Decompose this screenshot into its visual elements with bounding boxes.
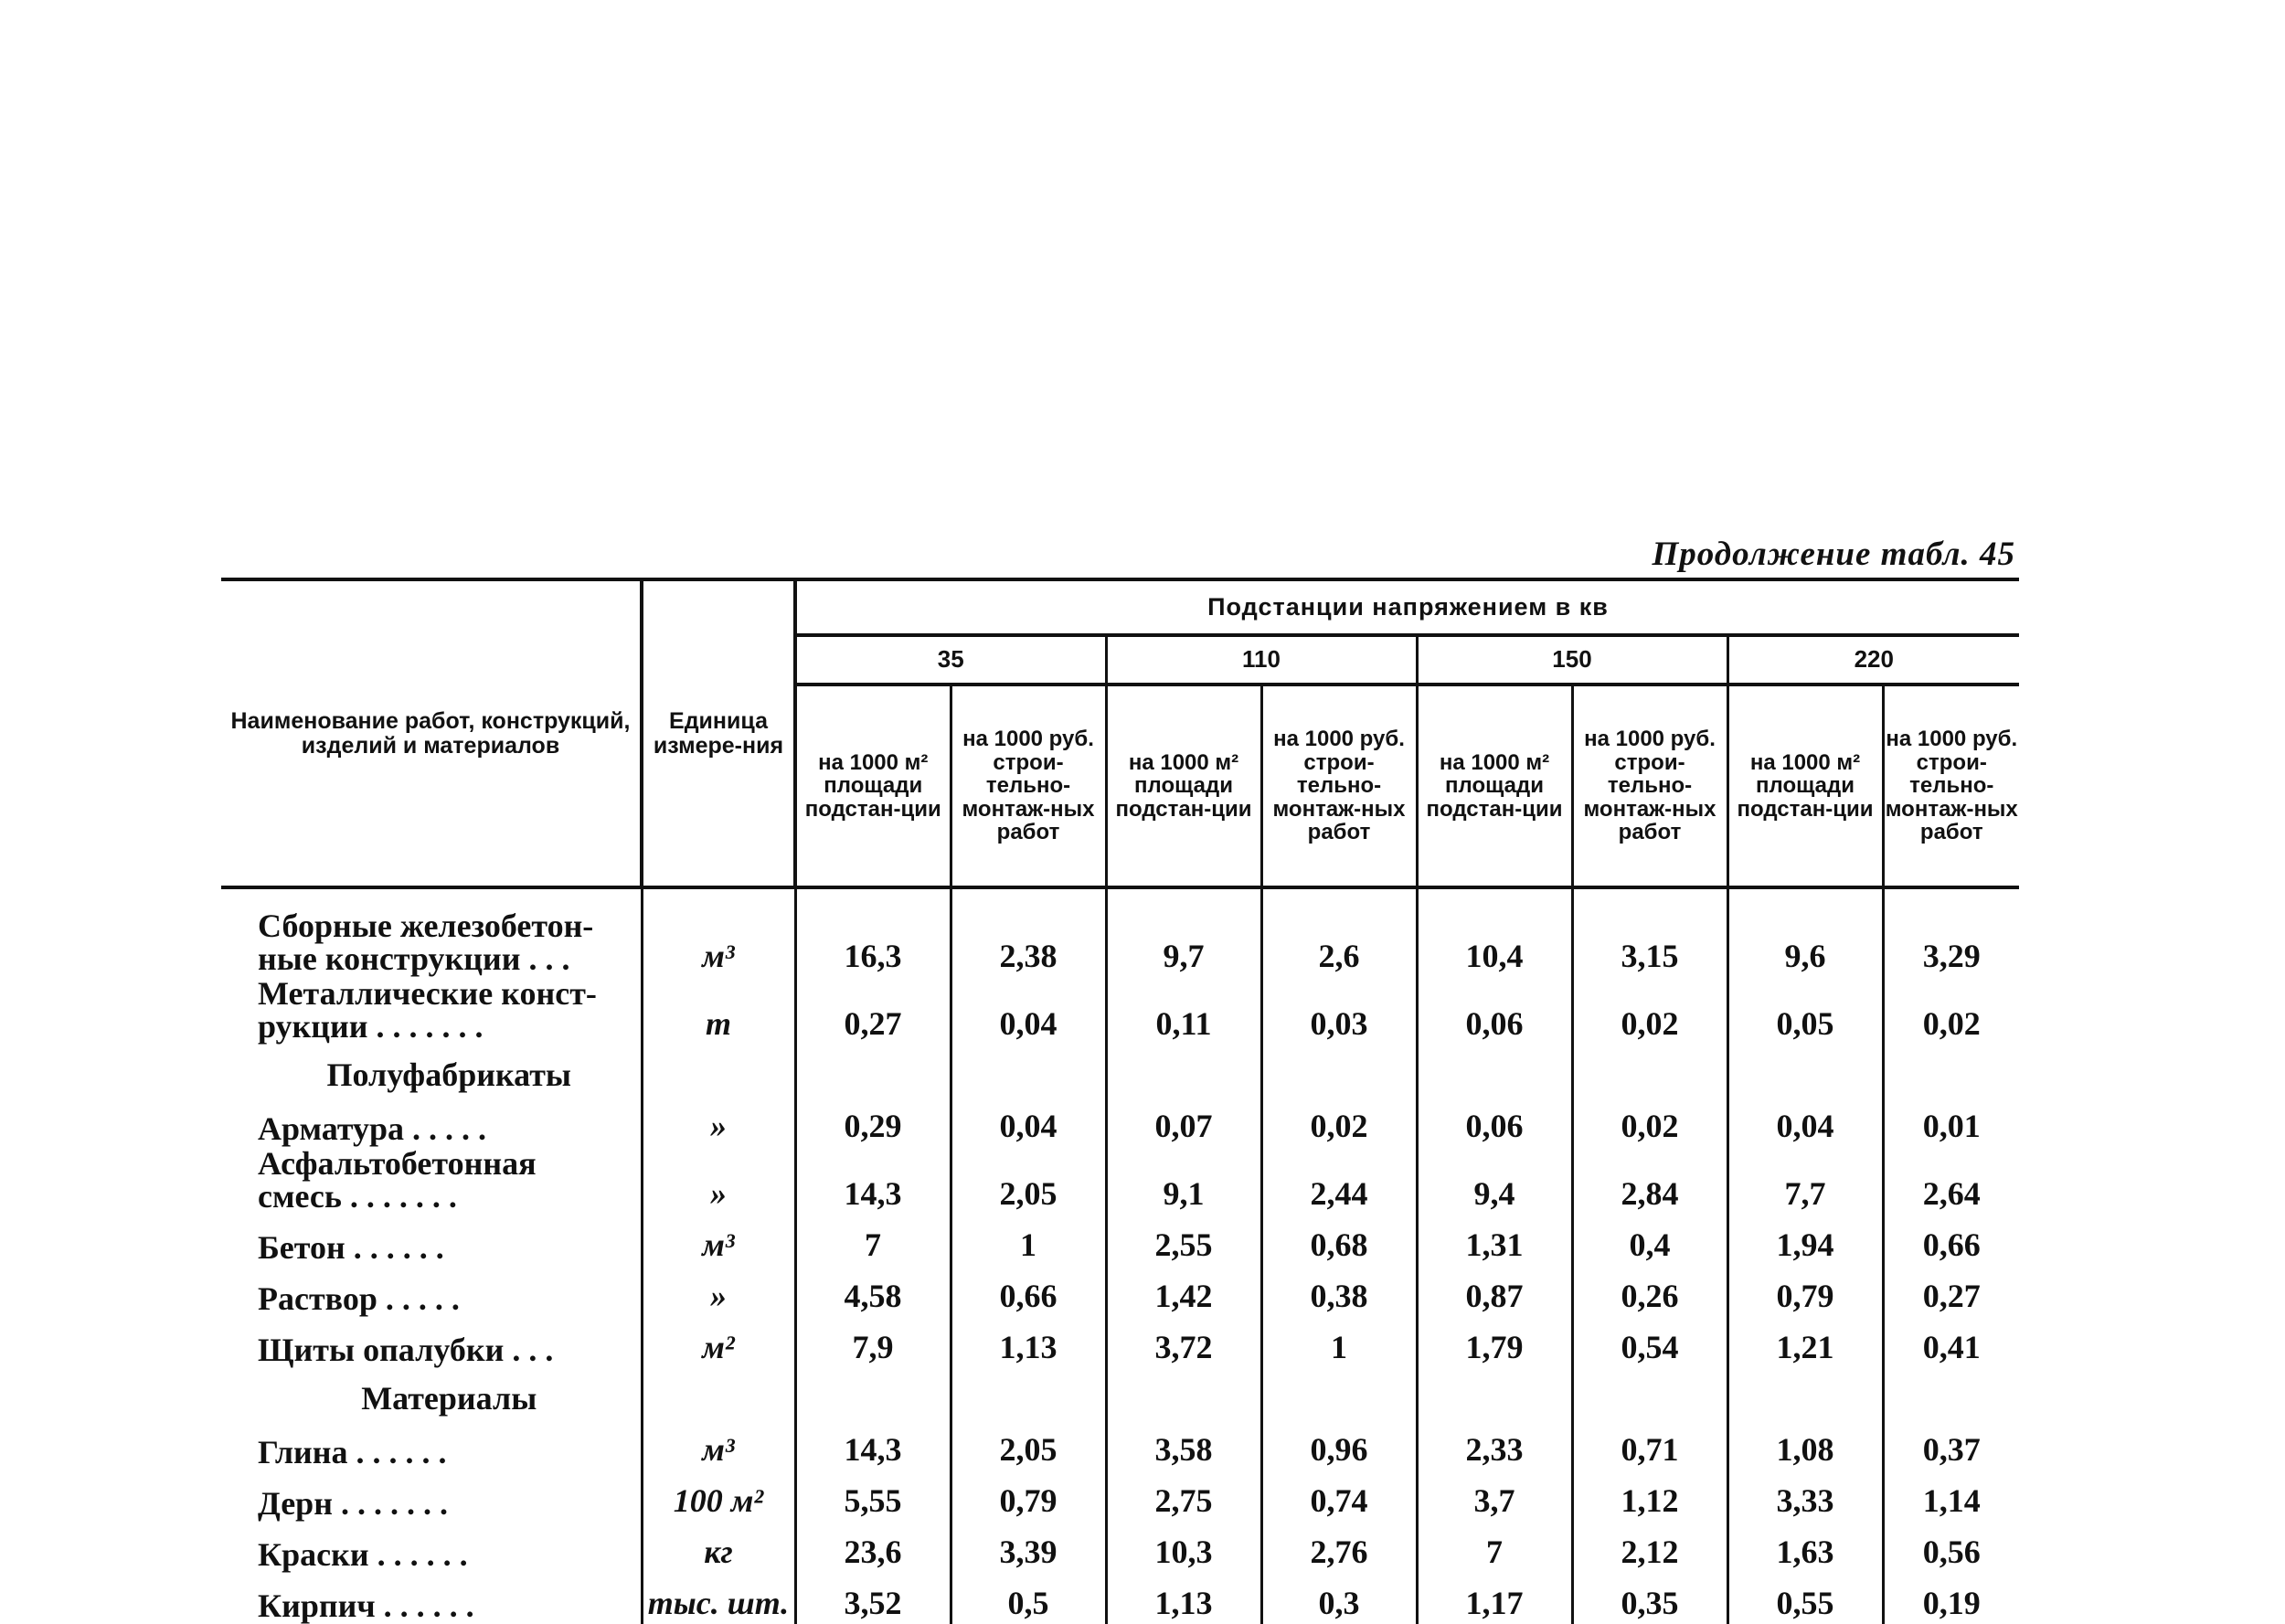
value-cell: 0,68: [1261, 1215, 1417, 1266]
column-header-per-cost: на 1000 руб. строи-тельно-монтаж-ных работ: [1572, 685, 1727, 887]
value-cell: 0,02: [1922, 1005, 1981, 1042]
value-cell: 1,94: [1727, 1215, 1883, 1266]
table-row: [221, 1522, 2019, 1573]
value-cell: 0,55: [1727, 1573, 1883, 1624]
column-header-per-cost: на 1000 руб. строи-тельно-монтаж-ных работ: [1261, 685, 1417, 887]
value-cell: 7: [1417, 1522, 1572, 1573]
section-row: [221, 1368, 2019, 1419]
column-header-per-area: на 1000 м² площади подстан-ции: [795, 685, 951, 887]
value-cell: 1: [1261, 1317, 1417, 1368]
row-name: [221, 1317, 642, 1368]
value-cell: 0,29: [795, 1096, 951, 1147]
section-title: [221, 1045, 642, 1096]
value-cell: 0,35: [1572, 1573, 1727, 1624]
value-cell: 0,04: [951, 1096, 1106, 1147]
table-row: [221, 977, 2019, 1045]
row-unit: м³: [642, 1419, 795, 1470]
value-cell: [1572, 1045, 1727, 1096]
value-cell: 3,33: [1727, 1470, 1883, 1522]
row-unit: »: [642, 1147, 795, 1215]
value-cell: 0,41: [1922, 1329, 1981, 1365]
value-cell: 3,39: [951, 1522, 1106, 1573]
row-name: [221, 1147, 642, 1215]
value-cell: 0,02: [1261, 1096, 1417, 1147]
value-cell: 0,4: [1572, 1215, 1727, 1266]
value-cell: 0,74: [1261, 1470, 1417, 1522]
value-cell: 0,05: [1727, 977, 1883, 1045]
value-cell: 0,01: [1922, 1108, 1981, 1144]
value-cell: [951, 1368, 1106, 1419]
value-cell: [1106, 1368, 1261, 1419]
value-cell: 2,64: [1922, 1175, 1981, 1212]
row-unit: »: [642, 1096, 795, 1147]
value-cell: 0,02: [1572, 1096, 1727, 1147]
value-cell: 1,13: [951, 1317, 1106, 1368]
section-title: [221, 1368, 642, 1419]
value-cell: 2,6: [1261, 887, 1417, 977]
row-unit: [642, 1368, 795, 1419]
value-cell: 14,3: [795, 1419, 951, 1470]
value-cell: [795, 1045, 951, 1096]
row-name-line: Асфальтобетонная: [258, 1145, 537, 1182]
value-cell: 0,37: [1922, 1431, 1981, 1468]
value-cell: 0,19: [1922, 1585, 1981, 1621]
row-unit: м²: [642, 1317, 795, 1368]
row-name: [221, 1215, 642, 1266]
value-cell: 3,58: [1106, 1419, 1261, 1470]
value-cell: 16,3: [795, 887, 951, 977]
value-cell: [1261, 1045, 1417, 1096]
row-name-line: Металлические конст-: [258, 975, 597, 1012]
value-cell: 4,58: [795, 1266, 951, 1317]
row-unit: м³: [642, 887, 795, 977]
value-cell: 2,12: [1572, 1522, 1727, 1573]
value-cell: [1261, 1368, 1417, 1419]
row-name: [221, 1096, 642, 1147]
value-cell: 2,75: [1106, 1470, 1261, 1522]
row-name-line: ные конструкции . . .: [258, 940, 570, 977]
row-name-line: смесь . . . . . . .: [258, 1178, 457, 1215]
value-cell: 2,44: [1261, 1147, 1417, 1215]
value-cell: 0,79: [1727, 1266, 1883, 1317]
value-cell: [1417, 1368, 1572, 1419]
value-cell: [1106, 1045, 1261, 1096]
row-unit: тыс. шт.: [642, 1573, 795, 1624]
value-cell: 7,9: [795, 1317, 951, 1368]
value-cell: 2,84: [1572, 1147, 1727, 1215]
row-name-line: Кирпич . . . . . .: [258, 1587, 474, 1624]
row-name-line: Бетон . . . . . .: [258, 1229, 444, 1266]
table-row: [221, 1573, 2019, 1624]
value-cell: 0,87: [1417, 1266, 1572, 1317]
value-cell: 3,52: [795, 1573, 951, 1624]
column-header-per-area: на 1000 м² площади подстан-ции: [1727, 685, 1883, 887]
column-header-kv-110: 110: [1106, 635, 1417, 685]
table-row: [221, 887, 2019, 977]
value-cell: 1: [951, 1215, 1106, 1266]
value-cell: 3,72: [1106, 1317, 1261, 1368]
value-cell: 0,5: [951, 1573, 1106, 1624]
value-cell: 14,3: [795, 1147, 951, 1215]
value-cell: 2,76: [1261, 1522, 1417, 1573]
value-cell: 0,66: [1922, 1226, 1981, 1263]
value-cell: 10,3: [1106, 1522, 1261, 1573]
column-header-name: Наименование работ, конструкций, изделий и материалов: [221, 579, 642, 887]
column-header-per-cost: на 1000 руб. строи-тельно-монтаж-ных работ: [1883, 685, 2019, 887]
row-name: [221, 1419, 642, 1470]
value-cell: 0,56: [1922, 1534, 1981, 1570]
value-cell: 0,54: [1572, 1317, 1727, 1368]
value-cell: 0,27: [795, 977, 951, 1045]
value-cell: 1,79: [1417, 1317, 1572, 1368]
value-cell: 1,31: [1417, 1215, 1572, 1266]
value-cell: [1572, 1368, 1727, 1419]
value-cell: [1727, 1045, 1883, 1096]
value-cell: 0,27: [1922, 1278, 1981, 1314]
column-header-substations: Подстанции напряжением в кв: [795, 579, 2019, 635]
value-cell: [795, 1368, 951, 1419]
row-name-line: Сборные железобетон-: [258, 908, 594, 944]
value-cell: 3,29: [1922, 938, 1981, 974]
value-cell: 0,66: [951, 1266, 1106, 1317]
value-cell: 0,06: [1417, 1096, 1572, 1147]
value-cell: 2,05: [951, 1147, 1106, 1215]
value-cell: 0,07: [1106, 1096, 1261, 1147]
row-name-line: Щиты опалубки . . .: [258, 1332, 554, 1368]
column-header-per-cost: на 1000 руб. строи-тельно-монтаж-ных работ: [951, 685, 1106, 887]
table-header: [221, 579, 2019, 887]
value-cell: 1,08: [1727, 1419, 1883, 1470]
value-cell: 0,26: [1572, 1266, 1727, 1317]
value-cell: 0,04: [1727, 1096, 1883, 1147]
table-row: [221, 1470, 2019, 1522]
value-cell: 9,6: [1727, 887, 1883, 977]
value-cell: 2,38: [951, 887, 1106, 977]
value-cell: 0,71: [1572, 1419, 1727, 1470]
row-name-line: Глина . . . . . .: [258, 1434, 447, 1470]
column-header-per-area: на 1000 м² площади подстан-ции: [1417, 685, 1572, 887]
value-cell: 2,33: [1417, 1419, 1572, 1470]
value-cell: 1,13: [1106, 1573, 1261, 1624]
table-row: [221, 1147, 2019, 1215]
value-cell: [1883, 1368, 2019, 1419]
value-cell: 2,55: [1106, 1215, 1261, 1266]
value-cell: 1,17: [1417, 1573, 1572, 1624]
table-row: [221, 1266, 2019, 1317]
row-name-line: Дерн . . . . . . .: [258, 1485, 448, 1522]
table-row: [221, 1419, 2019, 1470]
value-cell: 0,3: [1261, 1573, 1417, 1624]
row-name-line: Арматура . . . . .: [258, 1110, 487, 1147]
row-name-line: Раствор . . . . .: [258, 1280, 460, 1317]
value-cell: 10,4: [1417, 887, 1572, 977]
value-cell: 1,14: [1922, 1482, 1981, 1519]
section-row: [221, 1045, 2019, 1096]
value-cell: 1,42: [1106, 1266, 1261, 1317]
table-row: [221, 1317, 2019, 1368]
value-cell: 0,79: [951, 1470, 1106, 1522]
value-cell: 7: [795, 1215, 951, 1266]
value-cell: 1,12: [1572, 1470, 1727, 1522]
column-header-unit: Единица измере-ния: [642, 579, 795, 887]
value-cell: [951, 1045, 1106, 1096]
row-name: [221, 1266, 642, 1317]
value-cell: 0,06: [1417, 977, 1572, 1045]
row-name-line: Материалы: [361, 1380, 537, 1417]
value-cell: 7,7: [1727, 1147, 1883, 1215]
row-unit: м³: [642, 1215, 795, 1266]
table-row: [221, 1096, 2019, 1147]
value-cell: 3,15: [1572, 887, 1727, 977]
value-cell: 0,38: [1261, 1266, 1417, 1317]
value-cell: 0,03: [1261, 977, 1417, 1045]
table-body: [221, 887, 2019, 1624]
value-cell: 0,04: [951, 977, 1106, 1045]
value-cell: [1883, 1045, 2019, 1096]
value-cell: 1,21: [1727, 1317, 1883, 1368]
value-cell: 23,6: [795, 1522, 951, 1573]
value-cell: 1,63: [1727, 1522, 1883, 1573]
row-name: [221, 1470, 642, 1522]
column-header-per-area: на 1000 м² площади подстан-ции: [1106, 685, 1261, 887]
value-cell: 9,7: [1106, 887, 1261, 977]
value-cell: 5,55: [795, 1470, 951, 1522]
row-name: [221, 1573, 642, 1624]
row-unit: 100 м²: [642, 1470, 795, 1522]
row-unit: кг: [642, 1522, 795, 1573]
row-name: [221, 1522, 642, 1573]
row-name: [221, 977, 642, 1045]
row-name-line: Полуфабрикаты: [326, 1056, 572, 1093]
value-cell: 2,05: [951, 1419, 1106, 1470]
value-cell: 0,11: [1106, 977, 1261, 1045]
value-cell: 0,02: [1572, 977, 1727, 1045]
row-name: [221, 887, 642, 977]
row-unit: »: [642, 1266, 795, 1317]
value-cell: [1727, 1368, 1883, 1419]
row-unit: т: [642, 977, 795, 1045]
column-header-kv-35: 35: [795, 635, 1106, 685]
row-name-line: рукции . . . . . . .: [258, 1008, 484, 1045]
row-name-line: Краски . . . . . .: [258, 1536, 468, 1573]
column-header-kv-220: 220: [1727, 635, 2019, 685]
value-cell: 9,1: [1106, 1147, 1261, 1215]
column-header-kv-150: 150: [1417, 635, 1727, 685]
value-cell: [1417, 1045, 1572, 1096]
value-cell: 9,4: [1417, 1147, 1572, 1215]
row-unit: [642, 1045, 795, 1096]
table-row: [221, 1215, 2019, 1266]
table-caption: Продолжение табл. 45: [1652, 536, 2015, 573]
value-cell: 0,96: [1261, 1419, 1417, 1470]
materials-table: [221, 578, 2019, 1624]
value-cell: 3,7: [1417, 1470, 1572, 1522]
